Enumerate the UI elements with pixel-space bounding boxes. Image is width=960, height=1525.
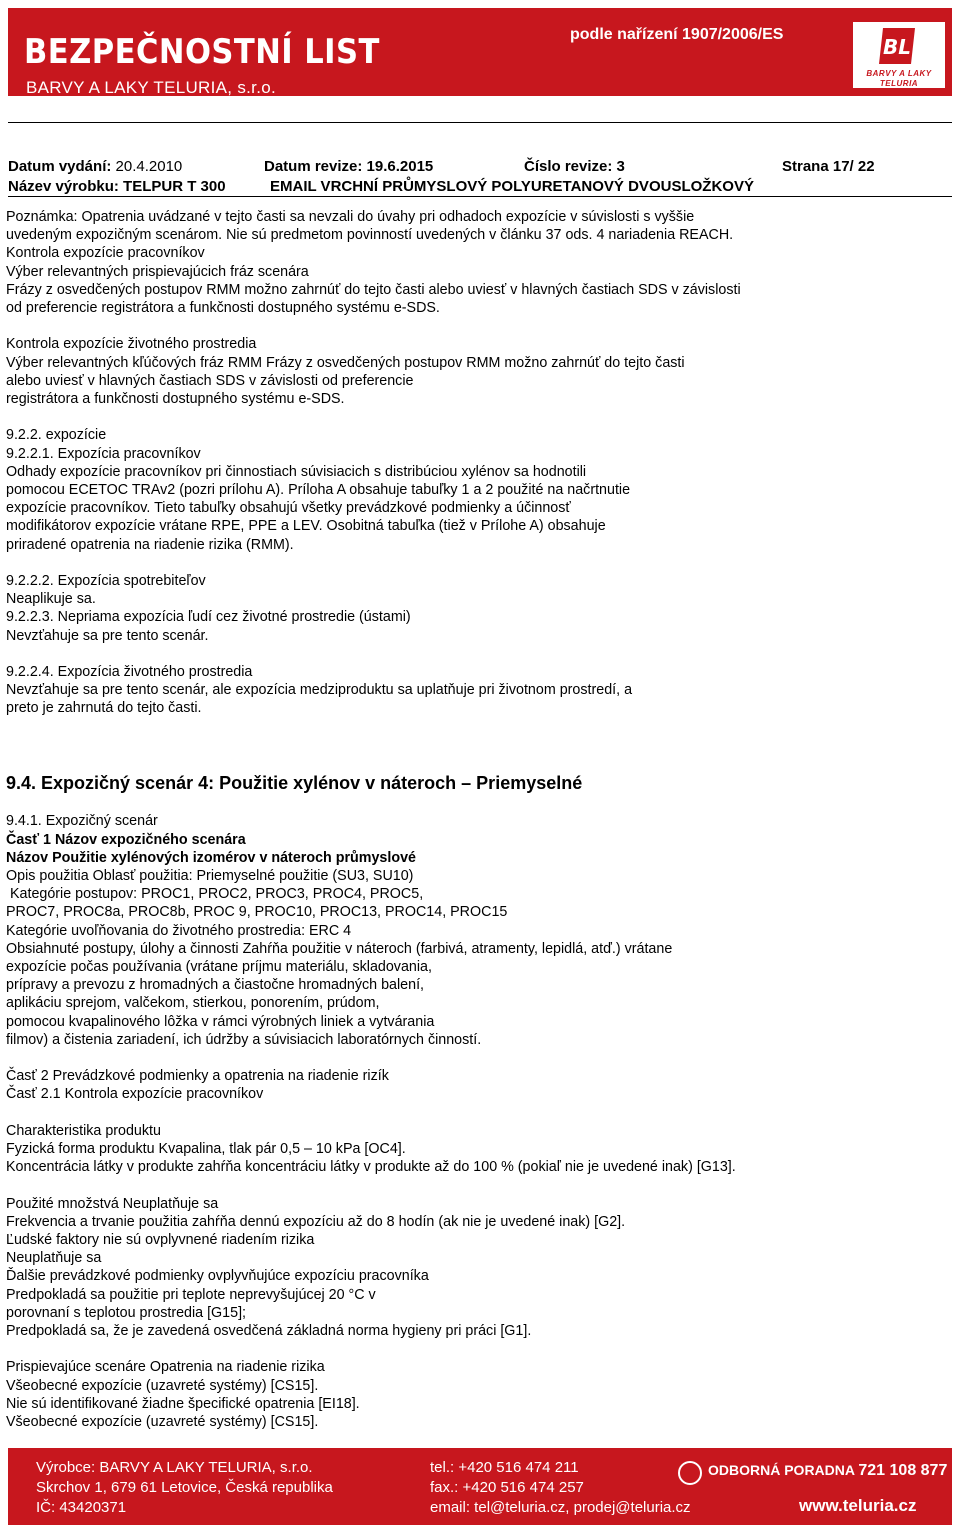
company-name: BARVY A LAKY TELURIA, s.r.o. bbox=[26, 78, 276, 96]
paragraph-conditions: Použité množstvá Neuplatňuje sa Frekvencia a trvanie použitia zahŕňa dennú expozíciu až do 8 hodín (ak nie je uvedené inak) [G2]. Ľudské faktory nie sú ovplyvnené riadením rizika Neuplatňuje sa Ďalšie prevádzkové podmienky ovplyvňujúce expozíciu pracovníka Predpokladá sa použitie pri teplote neprevyšujúcej 20 °C v porovnaní s teplotou prostredia [G15]; Predpokladá sa, že je zavedená osvedčená základná norma hygieny pri práci [G1]. bbox=[6, 1195, 626, 1340]
footer-banner bbox=[8, 1448, 952, 1525]
company-logo bbox=[853, 22, 945, 88]
logo-text-line1: BARVY A LAKY bbox=[866, 69, 932, 78]
paragraph-env-control: Kontrola expozície životného prostredia Výber relevantných kľúčových fráz RMM Frázy z osvedčených postupov RMM možno zahrnúť do tejto časti alebo uviesť v hlavných častiach SDS v závislosti od preferencie registrátora a funkčnosti dostupného systému e-SDS. bbox=[6, 336, 685, 408]
footer-manufacturer: Výrobce: BARVY A LAKY TELURIA, s.r.o. bbox=[36, 1459, 313, 1476]
footer-address: Skrchov 1, 679 61 Letovice, Česká republika bbox=[36, 1479, 333, 1496]
paragraph-worker-exposure: 9.2.2. expozície 9.2.2.1. Expozícia pracovníkov Odhady expozície pracovníkov pri činnostiach súvisiacich s distribúciou xylénov sa hodnotili pomocou ECETOC TRAv2 (pozri prílohu A). Príloha A obsahuje tabuľky 1 a 2 použité na načrtnutie expozície pracovníkov. Tieto tabuľky obsahujú všetky prevádzkové podmienky a účinnosť modifikátorov expozície vrátane RPE, PPE a LEV. Osobitná tabuľka (tiež v Prílohe A) obsahuje priradené opatrenia na riadenie rizika (RMM). bbox=[6, 427, 631, 553]
paragraph-environment-exposure: 9.2.2.4. Expozícia životného prostredia Nevzťahuje sa pre tento scenár, ale expozícia medziproduktu sa uplatňuje pri životnom prostredí, a preto je zahrnutá do tejto časti. bbox=[6, 664, 633, 717]
document-title: BEZPEČNOSTNÍ LIST bbox=[24, 32, 380, 72]
meta-divider-bottom bbox=[8, 196, 952, 197]
footer-ico: IČ: 43420371 bbox=[36, 1499, 127, 1516]
paragraph-consumer-exposure: 9.2.2.2. Expozícia spotrebiteľov Neaplikuje sa. 9.2.2.3. Nepriama expozícia ľudí cez životné prostredie (ústami) Nevzťahuje sa pre tento scenár. bbox=[6, 573, 411, 644]
subsection-9-4-1: 9.4.1. Expozičný scenár bbox=[6, 813, 158, 830]
phone-icon bbox=[678, 1461, 702, 1485]
product-name: Název výrobku: TELPUR T 300 bbox=[8, 178, 226, 195]
logo-caption bbox=[853, 69, 945, 89]
page-number: Strana 17/ 22 bbox=[782, 158, 875, 175]
footer-email[interactable]: email: tel@teluria.cz, prodej@teluria.cz bbox=[430, 1499, 691, 1516]
paragraph-usage-description: Opis použitia Oblasť použitia: Priemyselné použitie (SU3, SU10) Kategórie postupov: PROC1, PROC2, PROC3, PROC4, PROC5, PROC7, PROC8a, PROC8b, PROC 9, PROC10, PROC13, PROC14, PROC15 Kategórie uvoľňovania do životného prostredia: ERC 4 Obsiahnuté postupy, úlohy a činnosti Zahŕňa použitie v náteroch (farbivá, atramenty, lepidlá, atď.) vrátane expozície počas používania (vrátane príjmu materiálu, skladovania, prípravy a prevozu z hromadných a čiastočne hromadných balení, aplikáciu sprejom, valčekom, stierkou, ponorením, prúdom, pomocou kvapalinového lôžka v rámci výrobných liniek a vytvárania filmov) a čistenia zariadení, ich údržby a súvisiacich laboratórnych činností. bbox=[6, 867, 673, 1048]
footer-website[interactable]: www.teluria.cz bbox=[799, 1496, 917, 1515]
regulation-text: podle nařízení 1907/2006/ES bbox=[570, 26, 784, 43]
revision-date: Datum revize: 19.6.2015 bbox=[264, 158, 434, 175]
header-banner bbox=[8, 8, 952, 96]
part1-title: Časť 1 Názov expozičného scenára bbox=[6, 831, 246, 848]
logo-letters: BL bbox=[883, 35, 911, 59]
section-heading-9-4: 9.4. Expozičný scenár 4: Použitie xylénov v náteroch – Priemyselné bbox=[6, 773, 583, 794]
scenario-name: Názov Použitie xylénových izomérov v náteroch průmyslové bbox=[6, 849, 416, 866]
meta-divider-top bbox=[8, 122, 952, 123]
paragraph-part2: Časť 2 Prevádzkové podmienky a opatrenia na riadenie rizík Časť 2.1 Kontrola expozície pracovníkov bbox=[6, 1068, 389, 1103]
footer-fax: fax.: +420 516 474 257 bbox=[430, 1479, 584, 1496]
product-description: EMAIL VRCHNÍ PRŮMYSLOVÝ POLYURETANOVÝ DVOUSLOŽKOVÝ bbox=[270, 178, 754, 195]
paragraph-contributing-scenarios: Prispievajúce scenáre Opatrenia na riadenie rizika Všeobecné expozície (uzavreté systémy) [CS15]. Nie sú identifikované žiadne špecifické opatrenia [EI18]. Všeobecné expozície (uzavreté systémy) [CS15]. bbox=[6, 1359, 360, 1431]
bl-logo-icon bbox=[877, 26, 917, 66]
logo-text-line2: TELURIA bbox=[879, 79, 919, 88]
document-body bbox=[6, 208, 946, 1431]
issue-date: Datum vydání: 20.4.2010 bbox=[8, 158, 183, 175]
paragraph-product-characteristics: Charakteristika produktu Fyzická forma produktu Kvapalina, tlak pár 0,5 – 10 kPa [OC4]. Koncentrácia látky v produkte zahŕňa koncentráciu látky v produkte až do 100 % (pokiaľ nie je uvedené inak) [G13]. bbox=[6, 1122, 736, 1176]
paragraph-note: Poznámka: Opatrenia uvádzané v tejto časti sa nevzali do úvahy pri odhadoch expozície v súvislosti s vyššie uvedeným expozičným scenárom. Nie sú predmetom povinností uvedených v článku 37 ods. 4 nariadenia REACH. Kontrola expozície pracovníkov Výber relevantných prispievajúcich fráz scenára Frázy z osvedčených postupov RMM možno zahrnúť do tejto časti alebo uviesť v hlavných častiach SDS v závislosti od preferencie registrátora a funkčnosti dostupného systému e-SDS. bbox=[6, 209, 741, 317]
footer-phone: tel.: +420 516 474 211 bbox=[430, 1459, 579, 1476]
advisory-line: ODBORNÁ PORADNA 721 108 877 bbox=[708, 1462, 948, 1479]
revision-number: Číslo revize: 3 bbox=[524, 158, 625, 175]
